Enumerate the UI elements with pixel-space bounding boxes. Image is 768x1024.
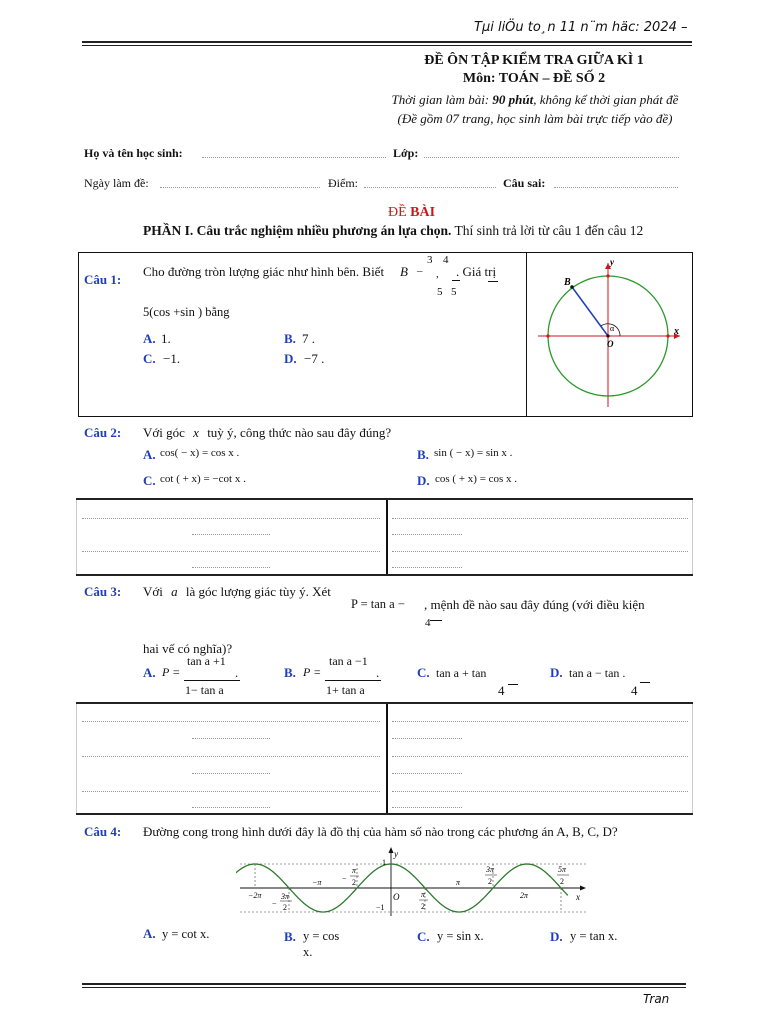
part-title-bold: PHẦN I. Câu trắc nghiệm nhiều phương án lựa chọn.	[143, 223, 452, 238]
footer-rule-thin	[82, 987, 686, 988]
question-3-option-b-bar	[325, 680, 381, 681]
question-1-label: Câu 1:	[84, 272, 122, 287]
question-3-option-c-text: tan a + tan	[436, 666, 487, 680]
question-4-option-c-label: C.	[417, 929, 430, 944]
graph-origin-label: O	[393, 892, 400, 902]
question-3-text-c: , mệnh đề nào sau đây đúng (với điều kiện	[424, 597, 645, 612]
question-1-text: Cho đường tròn lượng giác như hình bên. Biết	[143, 264, 385, 279]
question-4-option-b-text2: x.	[303, 945, 313, 959]
date-label	[84, 176, 149, 191]
question-1-minus: –	[417, 265, 423, 277]
date-label-text: Ngày làm đề:	[84, 176, 149, 190]
question-3-option-a-pre: P =	[162, 665, 181, 679]
question-3-option-a-post: .	[235, 665, 239, 680]
exam-time	[330, 92, 740, 108]
graph-tick-m3pi2-sign: −	[272, 899, 277, 908]
question-3-option-d-bar	[640, 682, 650, 683]
q2-work-line	[392, 518, 688, 519]
question-3-option-d-text: tan a − tan .	[569, 666, 626, 680]
q3-work-line	[392, 721, 688, 722]
footer-page-note: Tran	[643, 992, 670, 1006]
question-1-comma: ,	[436, 268, 439, 280]
graph-tick-pi2-num: π	[421, 890, 426, 899]
exam-time-suffix: , không kể thời gian phát đề	[533, 92, 679, 107]
question-4-option-a-text: y = cot x.	[162, 927, 210, 941]
question-1-option-c-text: −1.	[163, 351, 181, 366]
sine-graph-figure	[236, 846, 592, 918]
neg-x-intercept-dot	[546, 334, 549, 337]
exam-subject: Môn: TOÁN – ĐỀ SỐ 2	[462, 71, 606, 86]
question-4-option-b-label: B.	[284, 929, 296, 944]
origin-dot	[606, 334, 609, 337]
exam-time-value: 90 phút	[492, 92, 534, 107]
question-1-bar2	[488, 281, 498, 282]
question-4-text: Đường cong trong hình dưới đây là đồ thị của hàm số nào trong các phương án A, B, C, D?	[143, 824, 618, 839]
de-bai-prefix: ĐỀ	[388, 205, 411, 220]
question-3-option-b-label: B.	[284, 665, 296, 680]
question-3-option-d-label: D.	[550, 665, 563, 680]
question-1-option-d-label: D.	[284, 351, 297, 366]
q3-work-divider	[386, 704, 388, 813]
question-2-option-c-label: C.	[143, 473, 156, 488]
header-rule	[82, 41, 692, 43]
wrong-label: Câu sai:	[503, 176, 546, 190]
question-3-option-a-den: 1− tan a	[185, 683, 224, 697]
question-3-text-b: là góc lượng giác tùy ý. Xét	[185, 584, 331, 599]
q3-work-bottom	[76, 813, 693, 815]
graph-x-label: x	[576, 892, 580, 902]
question-1-frac1-den: 5	[437, 286, 443, 298]
question-3-option-b-pre: P =	[303, 665, 322, 679]
exam-time-prefix: Thời gian làm bài:	[391, 92, 493, 107]
graph-tick-2pi: 2π	[520, 891, 529, 900]
x-intercept-dot	[666, 334, 669, 337]
fig-x-label: x	[674, 326, 679, 337]
q3-work-line	[392, 791, 688, 792]
q3-work-line	[82, 721, 380, 722]
part-title-desc: Thí sinh trả lời từ câu 1 đến câu 12	[451, 223, 644, 238]
graph-tick-5pi2-num: 5π	[558, 865, 567, 874]
q2-work-bottom	[76, 574, 693, 576]
q2-work-line	[392, 534, 462, 535]
question-3-p-den: 4	[425, 617, 431, 629]
radius-ob	[572, 287, 608, 336]
question-3-option-a-num: tan a +1	[187, 654, 226, 668]
question-1-text2: . Giá trị	[456, 264, 497, 279]
question-3-text	[143, 584, 331, 600]
student-class-field	[424, 157, 679, 158]
question-3-option-b-post: .	[376, 665, 380, 680]
q2-work-divider	[386, 500, 388, 574]
student-name-label: Họ và tên học sinh:	[84, 146, 183, 160]
question-1-bar	[452, 280, 460, 281]
fig-o-label: O	[607, 339, 614, 349]
question-4-option-d-text: y = tan x.	[570, 929, 618, 943]
graph-y-label: y	[394, 849, 398, 859]
graph-tick-5pi2-den: 2	[560, 877, 564, 886]
q3-work-line	[82, 791, 380, 792]
q2-work-line	[192, 534, 270, 535]
question-2-text-b: tuỳ ý, công thức nào sau đây đúng?	[207, 425, 392, 440]
question-3-option-d-den: 4	[631, 683, 638, 698]
question-4-option-d-label: D.	[550, 929, 563, 944]
score-field	[364, 187, 496, 188]
q2-work-top	[76, 498, 693, 500]
graph-one-label: 1	[382, 858, 386, 867]
graph-tick-m2pi: −2π	[248, 891, 262, 900]
question-2-text-a: Với góc	[143, 425, 185, 440]
q3-work-line	[392, 773, 462, 774]
question-3-option-b-num: tan a −1	[329, 654, 368, 668]
question-2-x-var: x	[193, 425, 199, 440]
question-1-option-a-text: 1.	[161, 331, 171, 346]
q2-work-line	[392, 567, 462, 568]
graph-tick-m3pi2-den: 2	[283, 903, 287, 912]
question-1-option-b-label: B.	[284, 331, 296, 346]
header-note: Tµi liÖu to¸n 11 n¨m häc: 2024 –	[474, 20, 688, 35]
question-2-option-d-text: cos ( + x) = cos x .	[435, 473, 518, 485]
question-2-option-d-label: D.	[417, 473, 430, 488]
question-3-option-c-bar	[508, 684, 518, 685]
q3-work-line	[192, 773, 270, 774]
question-3-text-d: hai vế có nghĩa)?	[143, 641, 233, 656]
question-2-label: Câu 2:	[84, 425, 122, 440]
question-4-option-b-text1: y = cos	[303, 929, 340, 943]
wrong-field	[554, 187, 678, 188]
de-bai-title	[388, 205, 435, 221]
question-2-option-c-text: cot ( + x) = −cot x .	[160, 473, 246, 485]
graph-tick-3pi2-den: 2	[488, 877, 492, 886]
student-class-text: Lớp	[393, 146, 415, 160]
graph-tick-m3pi2-num: 3π	[281, 892, 290, 901]
q3-work-line	[392, 807, 462, 808]
question-1-frac2-num: 4	[443, 254, 449, 266]
exam-pages-note: (Đề gồm 07 trang, học sinh làm bài trực tiếp vào đề)	[397, 111, 673, 126]
graph-x-arrow	[580, 886, 586, 891]
date-field	[160, 187, 320, 188]
graph-tick-pi2-den: 2	[421, 902, 425, 911]
question-2-option-a-label: A.	[143, 447, 156, 462]
question-3-text-a: Với	[143, 584, 163, 599]
question-2-option-a-text: cos( − x) = cos x .	[160, 447, 240, 459]
question-2-option-b-text: sin ( − x) = sin x .	[434, 447, 513, 459]
question-1-divider	[526, 252, 527, 416]
graph-tick-mpi2-sign: −	[342, 874, 347, 883]
question-4-label: Câu 4:	[84, 824, 122, 839]
question-3-option-c-den: 4	[498, 683, 505, 698]
question-4-option-a-label: A.	[143, 926, 156, 941]
q2-work-line	[392, 551, 688, 552]
graph-minus-one-label: −1	[376, 903, 385, 912]
unit-circle-figure	[532, 255, 688, 413]
question-3-a-var: a	[171, 584, 178, 599]
question-3-option-a-label: A.	[143, 665, 156, 680]
part-title	[143, 223, 703, 239]
q2-work-line	[192, 567, 270, 568]
y-intercept-dot	[606, 274, 609, 277]
q3-work-line	[192, 738, 270, 739]
q3-work-line	[82, 756, 380, 757]
footer-rule	[82, 983, 686, 985]
question-1-option-b-text: 7 .	[302, 331, 315, 346]
graph-y-arrow	[389, 847, 394, 853]
score-label: Điểm:	[328, 176, 358, 190]
question-2-text	[143, 425, 391, 441]
point-b-dot	[570, 285, 574, 289]
student-class-label: Lớp:	[393, 146, 419, 160]
q3-work-right-edge	[692, 704, 693, 813]
q2-work-line	[82, 518, 380, 519]
student-name-field	[202, 157, 386, 158]
question-1-b-var: B	[400, 264, 408, 279]
question-3-label: Câu 3:	[84, 584, 122, 599]
q3-work-top	[76, 702, 693, 704]
question-1-option-d-text: −7 .	[304, 351, 325, 366]
fig-y-label: y	[610, 257, 614, 267]
question-1-frac2-den: 5	[451, 286, 457, 298]
graph-tick-mpi: −π	[312, 878, 322, 887]
question-1-option-c-label: C.	[143, 351, 156, 366]
q3-work-left-edge	[76, 704, 77, 813]
fig-b-label: B	[564, 277, 571, 288]
question-1-expr: 5(cos +sin ) bằng	[143, 305, 230, 319]
question-3-option-b-den: 1+ tan a	[326, 683, 365, 697]
graph-tick-mpi2-den: 2	[352, 878, 356, 887]
graph-tick-pi: π	[456, 878, 461, 887]
question-4-option-c-text: y = sin x.	[437, 929, 484, 943]
graph-tick-mpi2-num: π	[352, 866, 357, 875]
graph-tick-3pi2-num: 3π	[486, 865, 495, 874]
q3-work-line	[392, 738, 462, 739]
question-3-p-expr: P = tan a −	[351, 597, 405, 611]
fig-alpha-label: α	[610, 324, 615, 333]
q3-work-line	[392, 756, 688, 757]
exam-title: ĐỀ ÔN TẬP KIỂM TRA GIỮA KÌ 1	[424, 53, 644, 68]
header-rule-thin	[82, 45, 692, 46]
q3-work-line	[192, 807, 270, 808]
question-3-option-c-label: C.	[417, 665, 430, 680]
question-3-p-bar	[430, 620, 442, 621]
q2-work-right-edge	[692, 500, 693, 574]
question-1-option-a-label: A.	[143, 331, 156, 346]
q2-work-left-edge	[76, 500, 77, 574]
question-2-option-b-label: B.	[417, 447, 429, 462]
q2-work-line	[82, 551, 380, 552]
question-3-option-a-bar	[184, 680, 240, 681]
question-1-frac1-num: 3	[427, 254, 433, 266]
de-bai-word: BÀI	[410, 205, 436, 220]
